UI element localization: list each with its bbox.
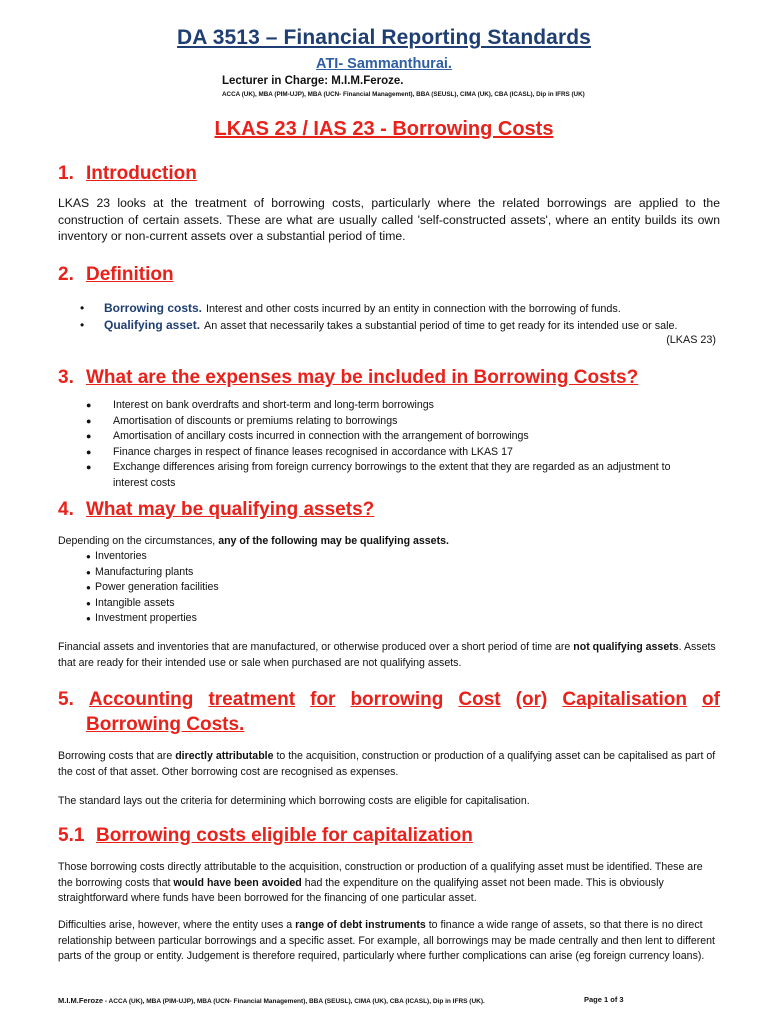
list-item-text: Exchange differences arising from foreign currency borrowings to the extent that they are regarded as an adjustment to interest costs <box>113 461 671 489</box>
list-item <box>86 429 706 445</box>
list-item <box>86 398 706 414</box>
accounting-paragraph-2: The standard lays out the criteria for determining which borrowing costs are eligible for capitalisation. <box>58 795 530 807</box>
bullet-icon: ● <box>86 583 91 592</box>
note-text: . Assets that are ready for their intended use or sale when purchased are not qualifying assets. <box>58 641 716 669</box>
list-item-text: Intangible assets <box>95 596 175 609</box>
bullet-icon: • <box>80 318 85 332</box>
page-number: Page 1 of 3 <box>584 995 624 1004</box>
definition-list <box>80 300 720 334</box>
heading-word: for <box>310 689 336 710</box>
list-item-text: Inventories <box>95 550 147 562</box>
eligible-paragraph-1 <box>58 860 720 907</box>
list-item <box>80 317 720 334</box>
paragraph-text: Borrowing costs that are <box>58 750 176 762</box>
section-title: What may be qualifying assets? <box>86 499 375 520</box>
bullet-icon: • <box>80 301 85 315</box>
list-item <box>86 580 219 596</box>
list-item <box>86 445 706 461</box>
expenses-list <box>86 398 706 491</box>
section-number: 1. <box>58 163 74 184</box>
intro-text: Depending on the circumstances, <box>58 535 219 547</box>
list-item-text: Interest on bank overdrafts and short-term and long-term borrowings <box>113 399 434 411</box>
qualifying-intro <box>58 534 720 550</box>
definition-text: An asset that necessarily takes a substantial period of time to get ready for its intended use or sale. <box>204 320 678 332</box>
list-item-text: Amortisation of discounts or premiums relating to borrowings <box>113 414 398 427</box>
footer-author-name: M.I.M.Feroze <box>58 996 104 1005</box>
definition-term: Borrowing costs. <box>104 301 203 315</box>
heading-word: Accounting <box>88 689 194 710</box>
paragraph-text: to the acquisition, construction or production of a qualifying asset can be capitalised as part of the cost of that asset. Other borrowing cost are recognised as expenses. <box>58 750 716 778</box>
heading-word: Cost <box>458 689 501 710</box>
section-number: 3. <box>58 367 74 388</box>
definition-text: Interest and other costs incurred by an entity in connection with the borrowing of funds. <box>206 303 621 315</box>
heading-word: treatment <box>208 689 296 710</box>
list-item <box>86 611 219 627</box>
heading-line-2: Borrowing Costs. <box>86 714 245 735</box>
standard-reference: (LKAS 23) <box>666 334 716 346</box>
heading-line-1 <box>58 687 720 712</box>
list-item <box>86 596 219 612</box>
section-title: What are the expenses may be included in Borrowing Costs? <box>86 367 639 388</box>
bullet-icon: ● <box>86 400 92 410</box>
institute-name: ATI- Sammanthurai. <box>316 56 452 72</box>
paragraph-text: had the expenditure on the qualifying asset not been made. This is obviously straightforward where funds have been borrowed for the financing of one particular asset. <box>58 876 664 904</box>
course-title: DA 3513 – Financial Reporting Standards <box>177 26 591 49</box>
section-number: 4. <box>58 499 74 520</box>
introduction-paragraph: LKAS 23 looks at the treatment of borrowing costs, particularly where the related borrowings are applied to the construction of certain assets. These are what are usually called 'self-constructed assets', where an entity builds its own inventory or non-current assets over a substantial period of time. <box>58 196 720 243</box>
paragraph-emphasis: range of debt instruments <box>295 919 426 931</box>
heading-word: Capitalisation <box>562 689 687 710</box>
section-title: Borrowing costs eligible for capitalization <box>96 825 473 846</box>
bullet-icon: ● <box>86 552 91 561</box>
heading-word: of <box>702 689 720 710</box>
section-heading-expenses <box>58 367 638 389</box>
heading-word: (or) <box>515 689 548 710</box>
section-number: 5. <box>58 689 74 710</box>
list-item-text: Investment properties <box>95 612 197 624</box>
paragraph-text: to finance a wide range of assets, so that there is no direct relationship between particular borrowings and a specific asset. For example, all borrowings may be made centrally and then lent to different parts of the group or entity. Judgement is therefore required, particularly where further complications can arise (eg foreign currency loans). <box>58 919 715 962</box>
document-title: LKAS 23 / IAS 23 - Borrowing Costs <box>214 118 554 140</box>
section-heading-definition <box>58 264 174 286</box>
list-item-text: Finance charges in respect of finance leases recognised in accordance with LKAS 17 <box>113 445 513 458</box>
definition-term: Qualifying asset. <box>104 318 201 332</box>
list-item-text: Manufacturing plants <box>95 565 194 578</box>
intro-emphasis: any of the following may be qualifying assets. <box>218 535 449 547</box>
eligible-paragraph-2 <box>58 918 720 965</box>
footer-author-quals: - ACCA (UK), MBA (PIM-UJP), MBA (UCN- Financial Management), BBA (SEUSL), CIMA (UK), CBA (ICASL), Dip in IFRS (UK). <box>103 998 485 1005</box>
section-title: Introduction <box>86 163 197 184</box>
list-item <box>86 460 706 491</box>
section-heading-introduction <box>58 163 197 185</box>
accounting-paragraph-1 <box>58 749 720 780</box>
section-heading-qualifying-assets <box>58 499 374 521</box>
bullet-icon: ● <box>86 415 92 426</box>
lecturer-line: Lecturer in Charge: M.I.M.Feroze. <box>222 75 404 87</box>
list-item <box>86 414 706 430</box>
qualifying-assets-list <box>86 549 219 627</box>
bullet-icon: ● <box>86 431 92 441</box>
footer-author <box>58 996 485 1005</box>
bullet-icon: ● <box>86 462 92 472</box>
note-emphasis: not qualifying assets <box>573 641 679 653</box>
section-title: Definition <box>86 264 174 285</box>
section-number: 2. <box>58 264 74 285</box>
list-item-text: Power generation facilities <box>95 581 219 593</box>
bullet-icon: ● <box>86 598 91 608</box>
lecturer-qualifications: ACCA (UK), MBA (PIM-UJP), MBA (UCN- Financial Management), BBA (SEUSL), CIMA (UK), CBA (ICASL), Dip in IFRS (UK) <box>222 91 585 98</box>
heading-word: borrowing <box>350 689 444 710</box>
bullet-icon: ● <box>86 567 91 577</box>
paragraph-text: Difficulties arise, however, where the entity uses a <box>58 919 296 931</box>
list-item-text: Amortisation of ancillary costs incurred in connection with the arrangement of borrowings <box>113 430 529 442</box>
section-number: 5.1 <box>58 825 85 846</box>
qualifying-note <box>58 640 720 671</box>
paragraph-emphasis: directly attributable <box>175 750 274 762</box>
section-heading-accounting-treatment <box>58 687 720 737</box>
bullet-icon: ● <box>86 446 92 457</box>
paragraph-emphasis: would have been avoided <box>173 876 302 889</box>
bullet-icon: ● <box>86 614 91 623</box>
list-item <box>86 549 219 565</box>
paragraph-text: Those borrowing costs directly attributable to the acquisition, construction or production of a qualifying asset must be identified. These are the borrowing costs that <box>58 861 703 889</box>
note-text: Financial assets and inventories that are manufactured, or otherwise produced over a short period of time are <box>58 641 574 653</box>
list-item <box>80 300 720 317</box>
section-heading-eligible-costs <box>58 825 473 847</box>
list-item <box>86 565 219 581</box>
